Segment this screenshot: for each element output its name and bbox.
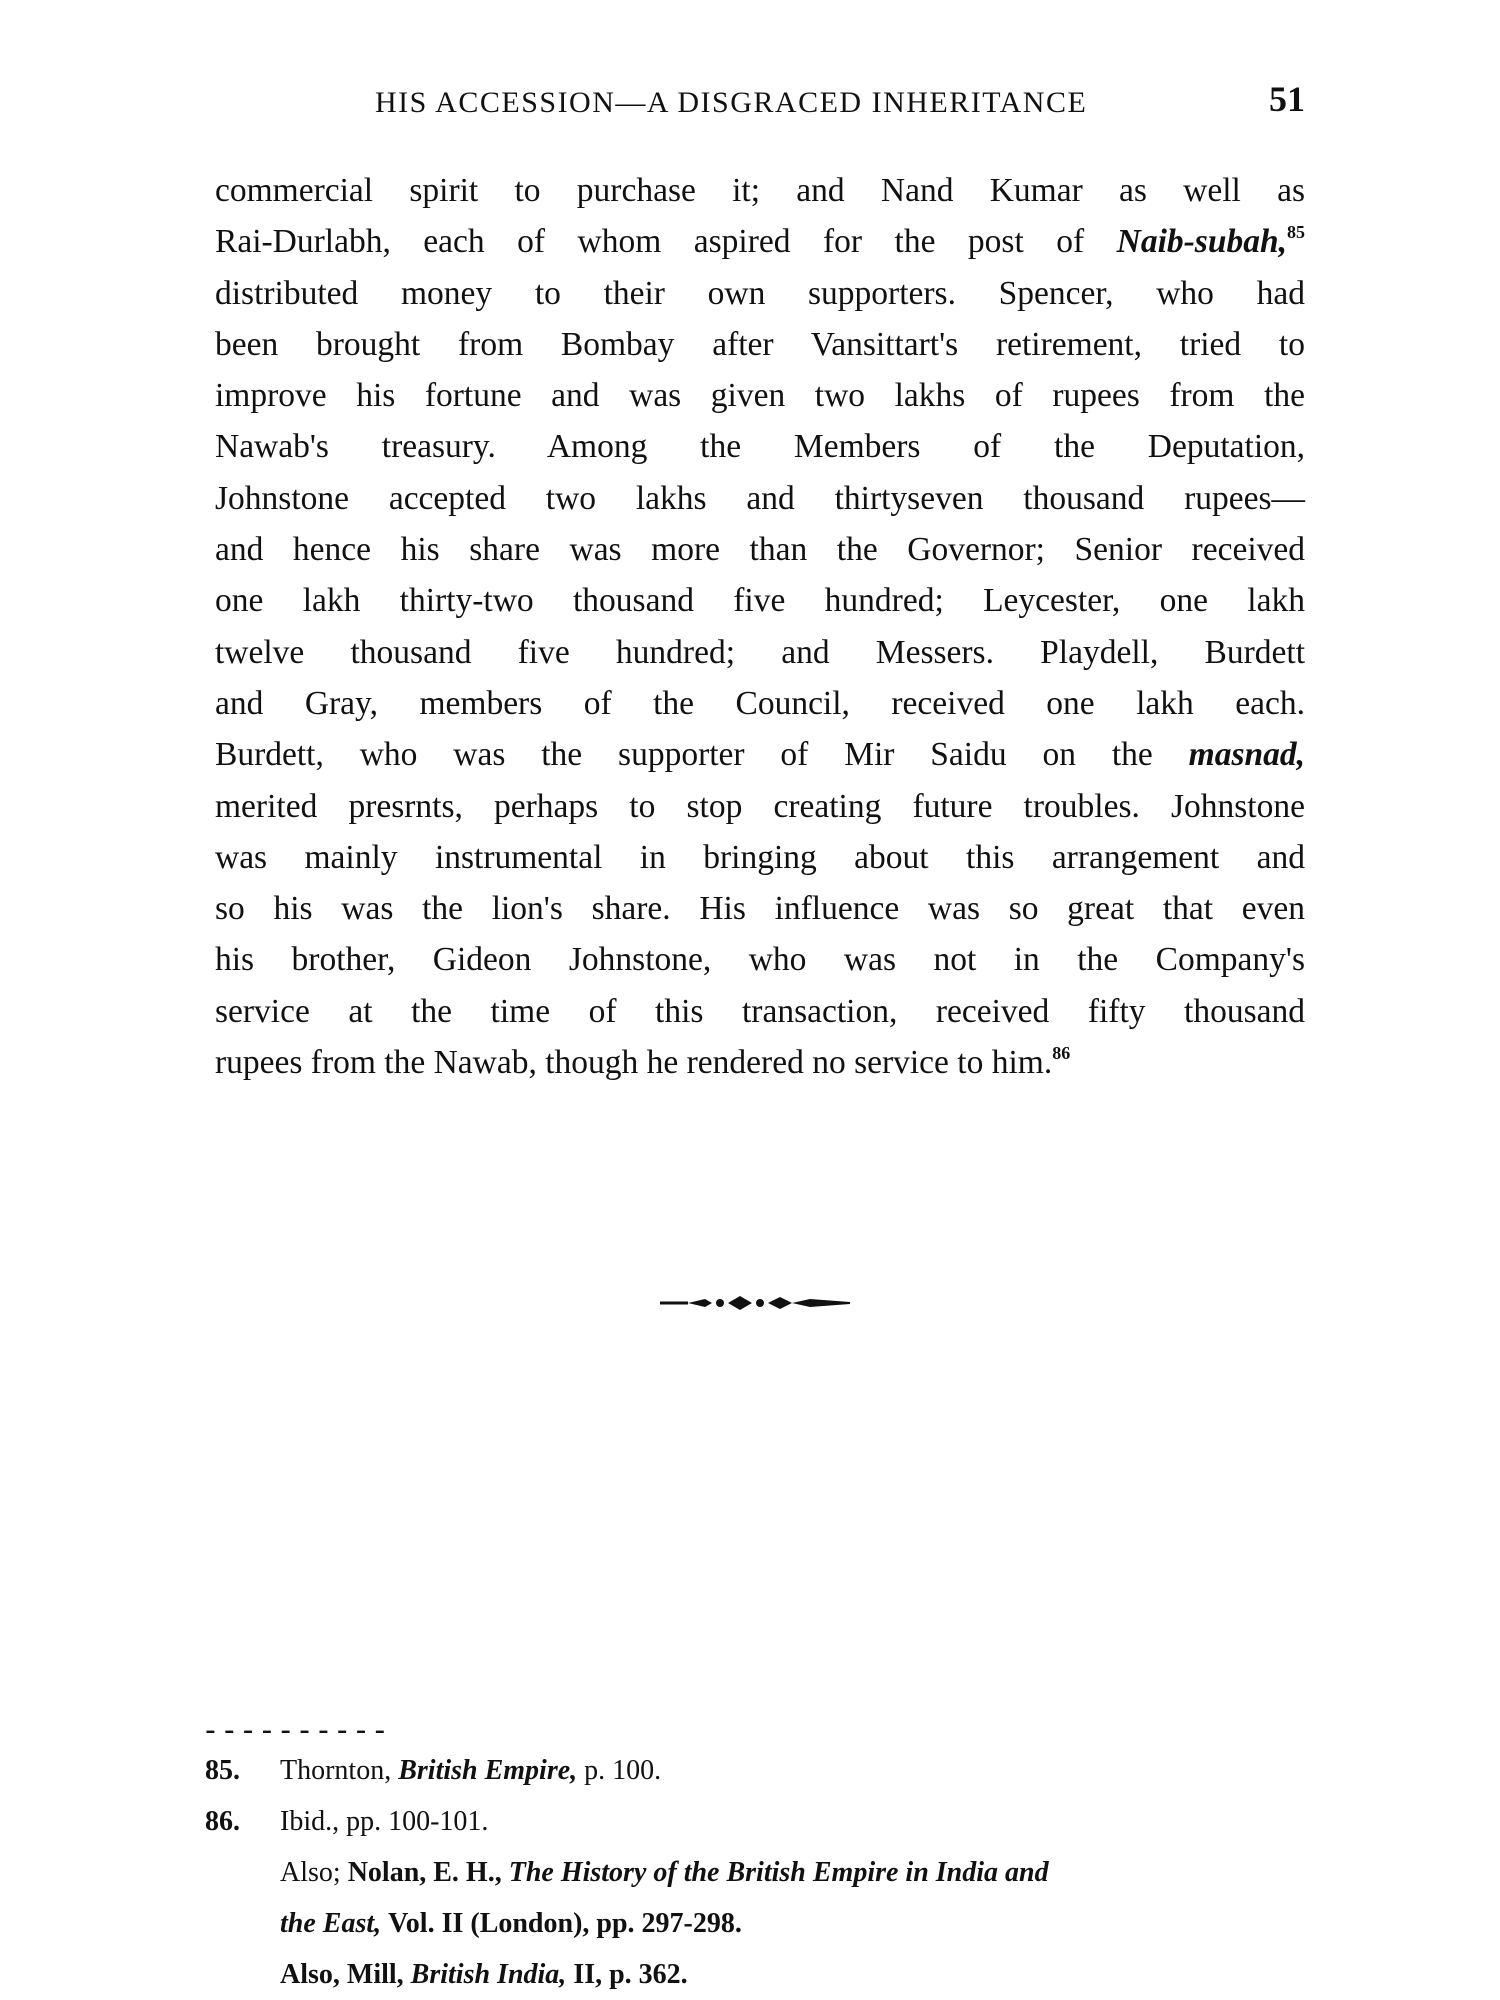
section-ornament-icon: [660, 1290, 850, 1316]
footnote-ref-85: 85: [1287, 222, 1305, 243]
footnote-number: 86.: [205, 1806, 240, 1837]
text-line: and hence his share was more than the Governor; Senior received: [215, 531, 1305, 569]
footnote-author: Nolan, E. H.,: [347, 1857, 502, 1888]
footnote-title: The History of the British Empire in India and: [508, 1857, 1049, 1888]
text-line: twelve thousand five hundred; and Messers. Playdell, Burdett: [215, 633, 1305, 671]
footnote-prefix: Also,: [280, 1959, 340, 1990]
text-line: merited presrnts, perhaps to stop creating future troubles. Johnstone: [215, 787, 1305, 825]
footnote-author: Thornton,: [280, 1755, 392, 1786]
italic-term-masnad: masnad,: [1188, 736, 1306, 774]
footnote-prefix: Also;: [280, 1857, 341, 1888]
text-line: [215, 216, 1305, 267]
text-line: improve his fortune and was given two lakhs of rupees from the: [215, 377, 1305, 415]
text-line: [215, 729, 1305, 780]
italic-term-naib-subah: Naib-subah,: [1116, 223, 1287, 261]
footnote-86: [205, 1796, 1305, 1847]
text-line: service at the time of this transaction, received fifty thousand: [215, 992, 1305, 1030]
footnotes: [205, 1745, 1305, 2000]
text-line: distributed money to their own supporters. Spencer, who had: [215, 274, 1305, 312]
text-line: commercial spirit to purchase it; and Nand Kumar as well as: [215, 172, 1305, 209]
footnote-ref-86: 86: [1052, 1043, 1071, 1064]
footnote-title: British Empire,: [398, 1755, 578, 1786]
text-line: was mainly instrumental in bringing about this arrangement and: [215, 838, 1305, 876]
text-line: and Gray, members of the Council, received one lakh each.: [215, 684, 1305, 722]
text-line: Johnstone accepted two lakhs and thirtyseven thousand rupees—: [215, 479, 1305, 517]
footnote-number: 85.: [205, 1755, 240, 1786]
footnote-85: [205, 1745, 1305, 1796]
body-paragraph: [215, 165, 1305, 1088]
text-line: his brother, Gideon Johnstone, who was not in the Company's: [215, 941, 1305, 979]
footnote-page: p. 100.: [584, 1755, 662, 1786]
text-line: been brought from Bombay after Vansittart's retirement, tried to: [215, 325, 1305, 363]
footnote-separator: ----------: [205, 1713, 394, 1748]
footnote-text: Ibid., pp. 100-101.: [280, 1806, 489, 1837]
page-number: 51: [1269, 79, 1305, 119]
footnote-details: Vol. II (London), pp. 297-298.: [388, 1908, 742, 1939]
text-line-part: Rai-Durlabh, each of whom aspired for the post of: [215, 223, 1085, 261]
footnote-86-also-2: [205, 1949, 1305, 2000]
text-line: [215, 1037, 1305, 1088]
footnote-author: Mill,: [346, 1959, 404, 1990]
footnote-86-also-1-cont: [205, 1898, 1305, 1949]
text-line: so his was the lion's share. His influence was so great that even: [215, 890, 1305, 928]
footnote-title: the East,: [280, 1908, 382, 1939]
footnote-details: II, p. 362.: [573, 1959, 688, 1990]
text-line: one lakh thirty-two thousand five hundred; Leycester, one lakh: [215, 582, 1305, 620]
footnote-title: British India,: [410, 1959, 567, 1990]
text-line-part: rupees from the Nawab, though he rendered no service to him.: [215, 1044, 1053, 1082]
running-title: HIS ACCESSION—A DISGRACED INHERITANCE: [375, 86, 1088, 119]
text-line-part: Burdett, who was the supporter of Mir Saidu on the: [215, 736, 1153, 774]
running-head: [215, 78, 1305, 128]
text-line: Nawab's treasury. Among the Members of the Deputation,: [215, 428, 1305, 466]
footnote-86-also-1: [205, 1847, 1305, 1898]
